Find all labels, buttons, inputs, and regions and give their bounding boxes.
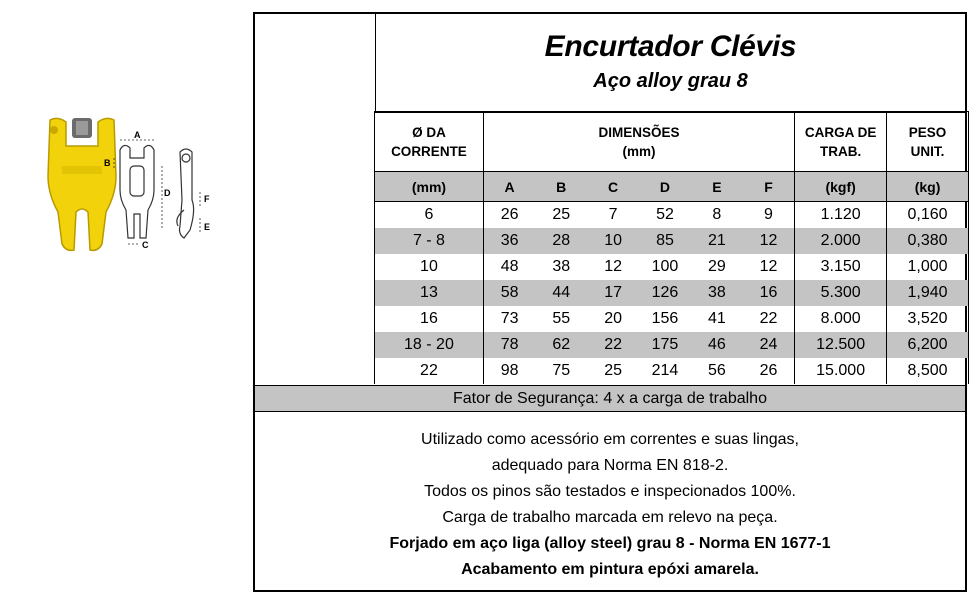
units-cell: F [743,172,795,202]
table-cell: 7 [608,206,618,223]
diagram-label-c: C [142,240,149,250]
table-cell: 56 [707,362,726,379]
table-cell: 22 [587,332,639,358]
table-cell: 12 [743,254,795,280]
units-cell: (kg) [887,172,969,202]
table-cell: 0,380 [887,228,969,254]
diagram-label-e: E [204,222,211,232]
table-cell: 78 [483,332,535,358]
table-cell: 1,940 [887,280,969,306]
table-row [375,306,969,332]
description-line: Carga de trabalho marcada em relevo na peça. [442,509,778,526]
clevis-technical-diagram [100,130,220,250]
table-cell: 73 [483,306,535,332]
table-cell: 10 [375,254,484,280]
header-chain-diameter: Ø DA CORRENTE [375,112,484,172]
table-cell: 17 [587,280,639,306]
table-cell: 26 [483,202,535,229]
table-cell: 12.500 [795,332,887,358]
table-cell: 36 [483,228,535,254]
table-cell: 41 [707,310,726,327]
description-bold-line: Forjado em aço liga (alloy steel) grau 8 - Norma EN 1677-1 [389,535,831,552]
table-row [375,228,969,254]
specifications-table [374,111,969,384]
table-cell: 44 [535,280,587,306]
table-cell: 8,500 [887,358,969,384]
table-cell: 16 [375,306,484,332]
safety-factor-bar [255,385,965,412]
table-cell: 75 [552,362,571,379]
table-cell: 25 [552,206,571,223]
units-cell: (mm) [375,172,484,202]
table-cell: 13 [375,280,484,306]
table-cell: 1,000 [887,254,969,280]
table-units-row [375,172,969,202]
table-cell: 1.120 [795,202,887,229]
diagram-label-f: F [204,194,210,204]
page-title: Encurtador Clévis [544,30,797,63]
table-cell: 8.000 [795,306,887,332]
description-line: adequado para Norma EN 818-2. [491,457,729,474]
table-cell: 29 [707,258,726,275]
table-cell: 98 [483,358,535,384]
table-cell: 6 [375,202,484,229]
table-cell: 5.300 [795,280,887,306]
table-cell: 16 [743,280,795,306]
header-unit-weight: PESO UNIT. [887,112,969,172]
table-cell: 22 [743,306,795,332]
table-cell: 214 [651,362,679,379]
table-cell: 38 [691,280,743,306]
table-cell: 20 [604,310,622,327]
description-block [255,427,965,583]
table-cell: 24 [743,332,795,358]
table-cell: 175 [639,332,691,358]
table-cell: 58 [483,280,535,306]
description-bold-line: Acabamento em pintura epóxi amarela. [461,561,759,578]
units-cell: D [639,172,691,202]
table-cell: 156 [651,310,679,327]
table-cell: 100 [651,258,679,275]
table-cell: 12 [743,228,795,254]
table-cell: 28 [535,228,587,254]
units-cell: (kgf) [795,172,887,202]
table-cell: 12 [604,258,622,275]
diagram-label-a: A [134,130,141,140]
table-cell: 126 [639,280,691,306]
description-line: Todos os pinos são testados e inspecionados 100%. [424,483,796,500]
table-row [375,358,969,384]
table-cell: 6,200 [887,332,969,358]
units-cell: C [587,172,639,202]
table-cell: 18 - 20 [375,332,484,358]
header-dimensions: DIMENSÕES (mm) [483,112,794,172]
table-cell: 8 [712,206,722,223]
units-cell: A [483,172,535,202]
header-working-load: CARGA DE TRAB. [795,112,887,172]
units-cell: E [691,172,743,202]
table-cell: 55 [552,310,571,327]
table-cell: 10 [587,228,639,254]
table-cell: 22 [375,358,484,384]
table-body [375,202,969,385]
page-subtitle: Aço alloy grau 8 [593,70,748,92]
table-row [375,332,969,358]
table-row [375,254,969,280]
table-header-row [375,112,969,172]
table-cell: 85 [639,228,691,254]
units-cell: B [535,172,587,202]
table-cell: 48 [483,254,535,280]
table-cell: 0,160 [887,202,969,229]
table-cell: 46 [691,332,743,358]
diagram-label-d: D [164,188,171,198]
table-cell: 7 - 8 [375,228,484,254]
table-cell: 52 [656,206,674,223]
table-cell: 38 [552,258,571,275]
spec-sheet-frame [253,12,967,592]
table-cell: 21 [691,228,743,254]
table-cell: 62 [535,332,587,358]
table-cell: 9 [743,202,795,229]
table-cell: 25 [604,362,622,379]
title-block [375,14,965,113]
description-line: Utilizado como acessório em correntes e suas lingas, [421,431,799,448]
table-cell: 26 [743,358,795,384]
safety-factor-text: Fator de Segurança: 4 x a carga de trabalho [453,390,767,407]
table-cell: 3.150 [795,254,887,280]
table-cell: 2.000 [795,228,887,254]
diagram-label-b: B [104,158,111,168]
table-row [375,280,969,306]
table-cell: 3,520 [887,306,969,332]
table-cell: 15.000 [795,358,887,384]
table-row [375,202,969,229]
